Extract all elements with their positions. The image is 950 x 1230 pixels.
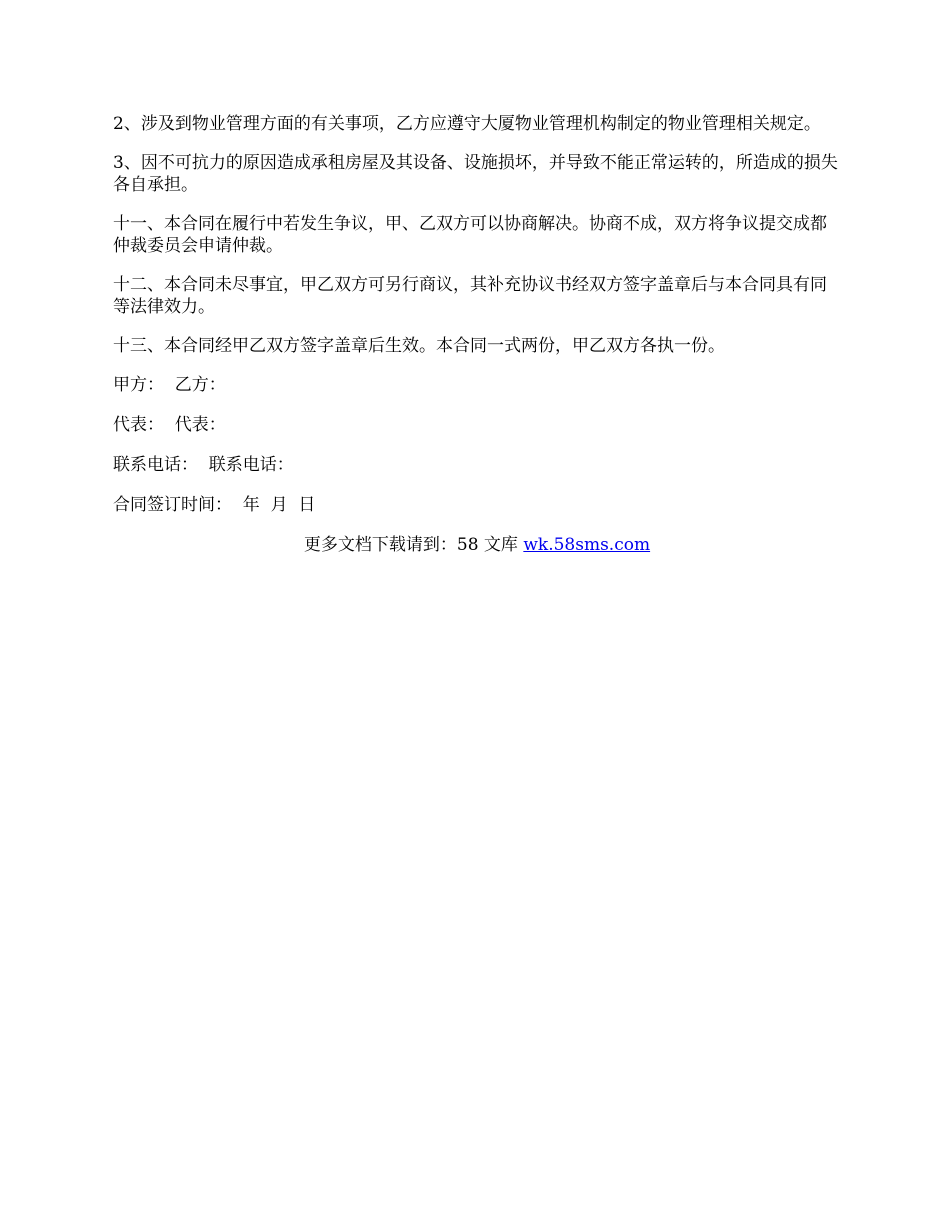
clause-thirteen-effect: 十三、本合同经甲乙双方签字盖章后生效。本合同一式两份，甲乙双方各执一份。 [113, 336, 725, 356]
clause-eleven-dispute: 十一、本合同在履行中若发生争议，甲、乙双方可以协商解决。协商不成，双方将争议提交成都仲裁委员会申请仲裁。 [113, 214, 827, 256]
download-footer [113, 534, 841, 556]
clause-force-majeure: 3、因不可抗力的原因造成承租房屋及其设备、设施损坏，并导致不能正常运转的，所造成的损失各自承担。 [113, 153, 838, 195]
signature-party-line: 甲方： 乙方： [113, 375, 226, 395]
signature-phone-line: 联系电话： 联系电话： [113, 455, 294, 475]
document-page [113, 113, 841, 556]
clause-property-management: 2、涉及到物业管理方面的有关事项，乙方应遵守大厦物业管理机构制定的物业管理相关规定。 [113, 114, 821, 134]
clause-twelve-supplement: 十二、本合同未尽事宜，甲乙双方可另行商议，其补充协议书经双方签字盖章后与本合同具有同等法律效力。 [113, 275, 827, 317]
signature-representative-line: 代表： 代表： [113, 415, 226, 435]
footer-link[interactable]: wk.58sms.com [523, 535, 651, 555]
signature-date-line: 合同签订时间： 年 月 日 [113, 495, 316, 515]
footer-prefix-text: 更多文档下载请到：58 文库 [303, 535, 524, 555]
